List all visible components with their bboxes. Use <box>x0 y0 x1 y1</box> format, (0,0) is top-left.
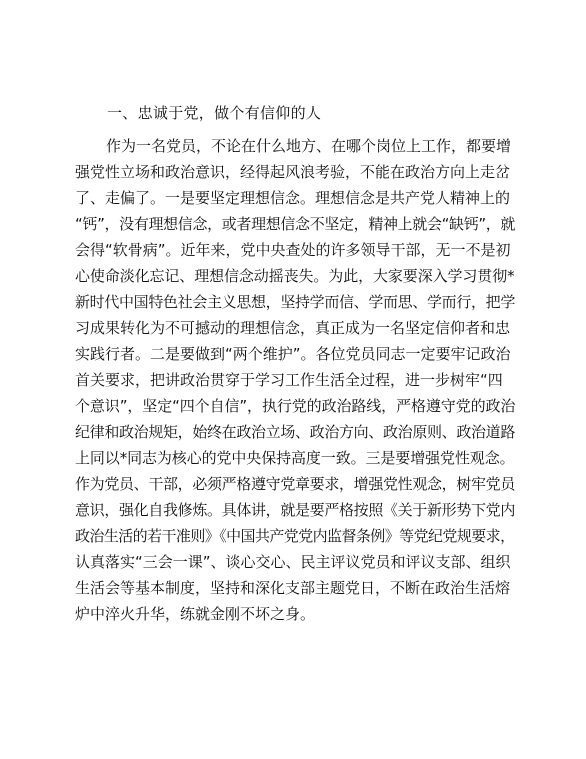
paragraph-line: 炉中淬火升华，练就金刚不坏之身。 <box>75 605 316 623</box>
paragraph-line: 上同以*同志为核心的党中央保持高度一致。三是要增强党性观念。 <box>75 449 515 467</box>
paragraph-line: 会得“软骨病”。近年来，党中央查处的许多领导干部，无一不是初 <box>75 241 511 259</box>
paragraph-line: 强党性立场和政治意识，经得起风浪考验，不能在政治方向上走岔 <box>75 163 511 181</box>
paragraph-line: 作为党员、干部，必须严格遵守党章要求，增强党性观念，树牢党员 <box>75 475 516 493</box>
paragraph-line: 政治生活的若干准则》《中国共产党党内监督条例》等党纪党规要求， <box>75 527 515 545</box>
body-paragraph <box>75 133 515 627</box>
paragraph-line: 实践行者。二是要做到“两个维护”。各位党员同志一定要牢记政治 <box>75 345 511 363</box>
paragraph-line: “钙”，没有理想信念，或者理想信念不坚定，精神上就会“缺钙”，就 <box>75 215 516 233</box>
paragraph-line: 了、走偏了。一是要坚定理想信念。理想信念是共产党人精神上的 <box>75 189 511 207</box>
paragraph-line: 新时代中国特色社会主义思想，坚持学而信、学而思、学而行，把学 <box>75 293 516 311</box>
paragraph-line: 首关要求，把讲政治贯穿于学习工作生活全过程，进一步树牢“四 <box>75 371 503 389</box>
section-heading: 一、忠诚于党，做个有信仰的人 <box>107 104 322 122</box>
paragraph-line: 生活会等基本制度，坚持和深化支部主题党日，不断在政治生活熔 <box>75 579 511 597</box>
paragraph-line: 个意识”，坚定“四个自信”，执行党的政治路线，严格遵守党的政治 <box>75 397 516 415</box>
paragraph-line: 认真落实“三会一课”、谈心交心、民主评议党员和评议支部、组织 <box>75 553 511 571</box>
paragraph-line: 纪律和政治规矩，始终在政治立场、政治方向、政治原则、政治道路 <box>75 423 516 441</box>
paragraph-line: 习成果转化为不可撼动的理想信念，真正成为一名坚定信仰者和忠 <box>75 319 511 337</box>
paragraph-line: 心使命淡化忘记、理想信念动摇丧失。为此，大家要深入学习贯彻* <box>75 267 515 285</box>
paragraph-line: 作为一名党员，不论在什么地方、在哪个岗位上工作，都要增 <box>106 137 512 155</box>
paragraph-line: 意识，强化自我修炼。具体讲，就是要严格按照《关于新形势下党内 <box>75 501 516 519</box>
